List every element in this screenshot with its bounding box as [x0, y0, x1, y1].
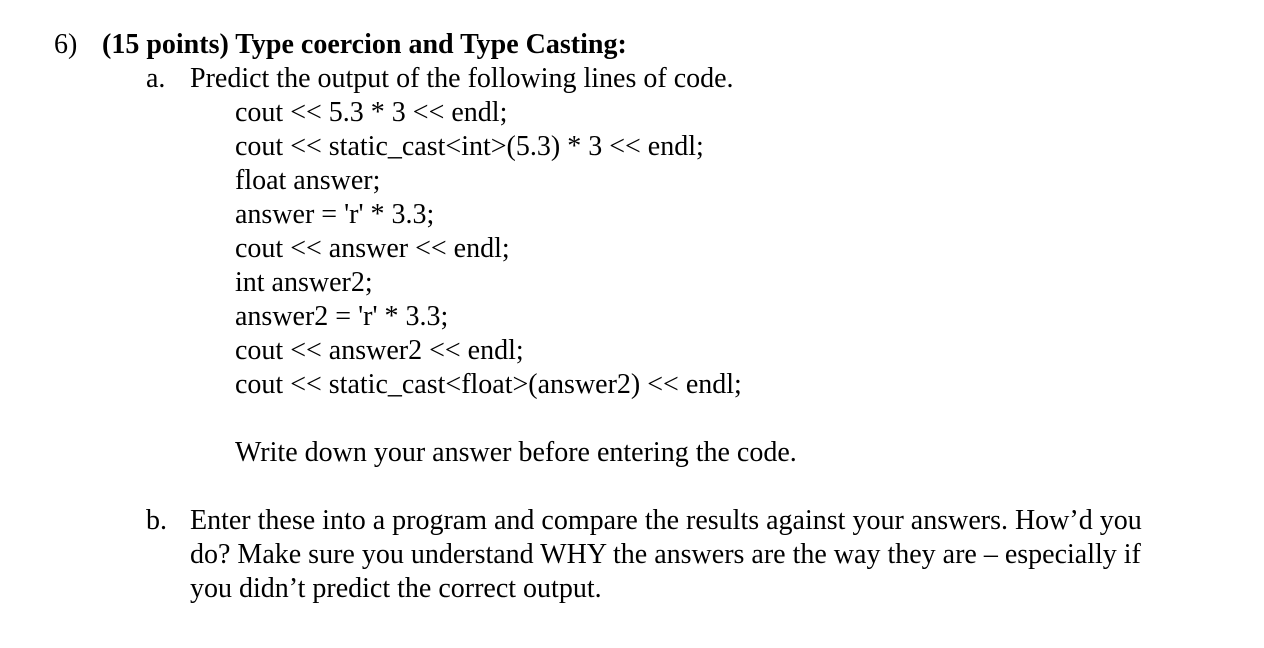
question-title: (15 points) Type coercion and Type Casting:: [102, 29, 627, 60]
code-line: cout << 5.3 * 3 << endl;: [235, 97, 508, 128]
part-b-marker: b.: [146, 505, 167, 536]
code-line: cout << static_cast<float>(answer2) << endl;: [235, 369, 742, 400]
part-a-note: Write down your answer before entering the code.: [235, 437, 797, 468]
question-heading: [54, 28, 627, 62]
code-line: cout << static_cast<int>(5.3) * 3 << endl;: [235, 131, 704, 162]
part-b-line: you didn’t predict the correct output.: [190, 573, 602, 604]
part-b-line: Enter these into a program and compare the results against your answers. How’d you: [190, 505, 1142, 536]
code-line: cout << answer2 << endl;: [235, 335, 524, 366]
code-line: int answer2;: [235, 267, 373, 298]
code-block: [235, 96, 742, 402]
part-b-line: do? Make sure you understand WHY the answers are the way they are – especially if: [190, 539, 1141, 570]
question-number: 6): [54, 29, 78, 60]
part-a-prompt-text: Predict the output of the following lines of code.: [190, 63, 734, 94]
part-a-marker: a.: [146, 63, 166, 94]
part-a-prompt: [146, 62, 734, 96]
code-line: answer2 = 'r' * 3.3;: [235, 301, 449, 332]
part-b-text: [190, 504, 1226, 606]
part-b: [146, 504, 1226, 606]
code-line: answer = 'r' * 3.3;: [235, 199, 435, 230]
code-line: float answer;: [235, 165, 381, 196]
code-line: cout << answer << endl;: [235, 233, 510, 264]
